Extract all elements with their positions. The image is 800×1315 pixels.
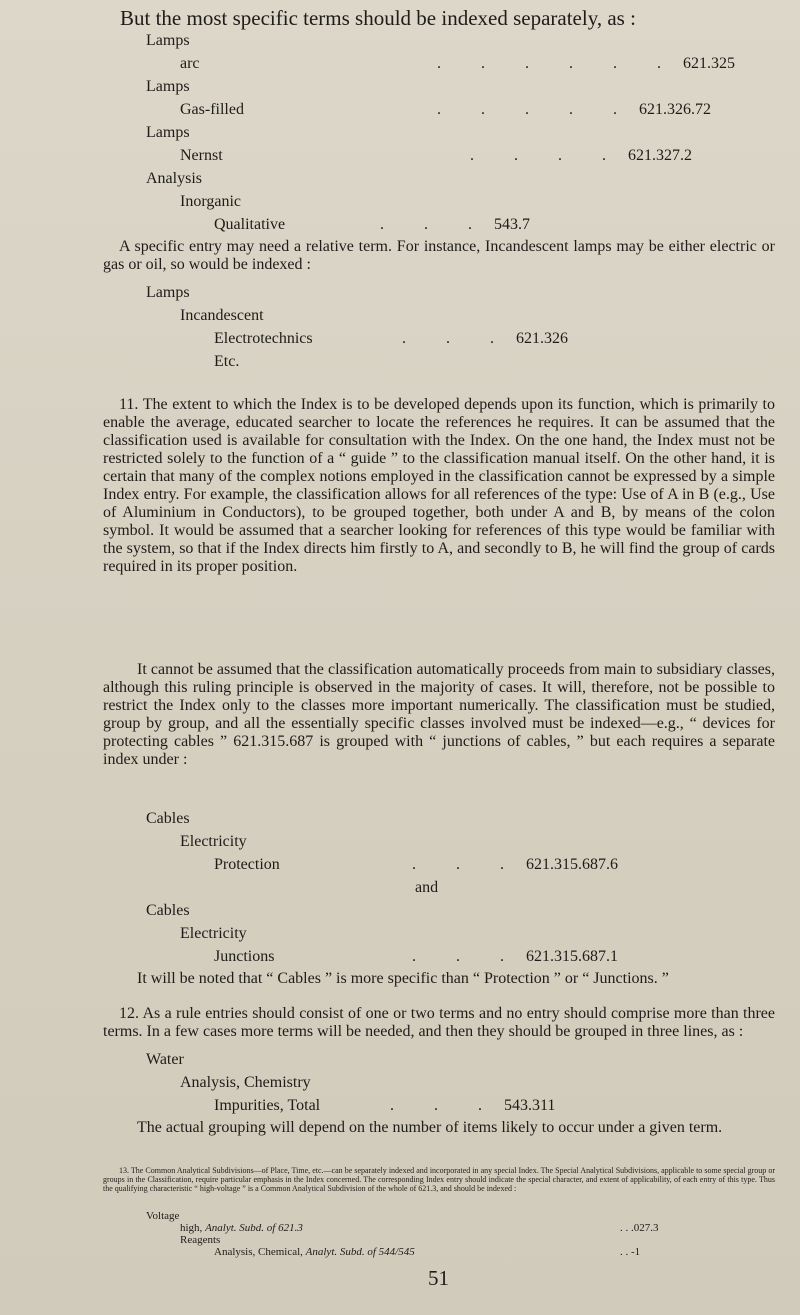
class-number-value: 543.7 — [494, 216, 530, 233]
index-subsubentry: Protection — [214, 856, 280, 873]
dot-leader: . . . . . . — [437, 55, 679, 72]
index-subentry: Analysis, Chemistry — [180, 1074, 311, 1091]
class-number — [470, 147, 692, 165]
intro-line: But the most specific terms should be indexed separately, as : — [120, 6, 636, 30]
class-number: . . .027.3 — [620, 1222, 659, 1234]
index-heading: Cables — [146, 810, 190, 827]
index-term: Voltage — [146, 1210, 180, 1222]
and-word: and — [415, 879, 439, 896]
dot-leader: . . . — [380, 216, 490, 233]
index-heading: Lamps — [146, 32, 190, 49]
index-term: high, — [180, 1222, 206, 1234]
paragraph-relative-term: A specific entry may need a relative term. For instance, Incandescent lamps may be either electric or gas or oil, so would be indexed : — [103, 238, 775, 273]
class-number-value: 543.311 — [504, 1097, 556, 1114]
dot-leader: . . . — [402, 330, 512, 347]
paragraph-12: 12. As a rule entries should consist of one or two terms and no entry should comprise more than three terms. In a few cases more terms will be needed, and then they should be grouped in three lines, as : — [103, 1005, 775, 1040]
index-subentry: Inorganic — [180, 193, 242, 210]
paragraph-11-note: It will be noted that “ Cables ” is more specific than “ Protection ” or “ Junctions. ” — [137, 970, 669, 987]
index-heading: Lamps — [146, 78, 190, 95]
class-number — [437, 101, 711, 119]
class-number — [412, 856, 618, 874]
index-heading: Lamps — [146, 124, 190, 141]
class-number: . . -1 — [620, 1246, 641, 1258]
italic-qualifier: Analyt. Subd. of 544/545 — [305, 1246, 415, 1258]
index-subentry: Electricity — [180, 925, 247, 942]
paragraph-12-note: The actual grouping will depend on the number of items likely to occur under a given term. — [137, 1119, 723, 1136]
index-term: Reagents — [180, 1234, 221, 1246]
paragraph-11-continued: It cannot be assumed that the classification automatically proceeds from main to subsidiary classes, although this ruling principle is observed in the majority of cases. It will, therefore, not be possible to restrict the Index only to the classes more important numerically. The classification must be studied, group by group, and all the essentially specific classes involved must be indexed—e.g., “ devices for protecting cables ” 621.315.687 is grouped with “ junctions of cables, ” but each requires a separate index under : — [103, 661, 775, 768]
paragraph-13: 13. The Common Analytical Subdivisions—of Place, Time, etc.—can be separately indexed and incorporated in any special Index. The Special Analytical Subdivisions, applicable to some special group or groups in the Classification, require particular emphasis in the Index concerned. The corresponding Index entry should indicate the special character, and extent of applicability, of each entry of this type. Thus the qualifying characteristic “ high-voltage ” is a Common Analytical Subdivision of the whole of 621.3, and should be indexed : — [103, 1166, 775, 1193]
page-number: 51 — [428, 1266, 449, 1290]
index-subentry: Electricity — [180, 833, 247, 850]
class-number-value: 621.327.2 — [628, 147, 692, 164]
class-number — [380, 216, 530, 234]
index-heading: Analysis — [146, 170, 202, 187]
index-subsubentry: Electrotechnics — [214, 330, 313, 347]
class-number-value: 621.326.72 — [639, 101, 711, 118]
class-number-value: 621.326 — [516, 330, 568, 347]
dot-leader: . . . . . — [437, 101, 635, 118]
class-number — [412, 948, 618, 966]
class-number-value: 621.325 — [683, 55, 735, 72]
dot-leader: . . . — [412, 948, 522, 965]
italic-qualifier: Analyt. Subd. of 621.3 — [205, 1222, 303, 1234]
index-heading: Water — [146, 1051, 184, 1068]
index-term: Analysis, Chemical, — [214, 1246, 306, 1258]
index-subsubentry: Junctions — [214, 948, 275, 965]
index-heading: Cables — [146, 902, 190, 919]
class-number — [402, 330, 568, 348]
index-entry — [214, 1246, 415, 1258]
paragraph-11: 11. The extent to which the Index is to be developed depends upon its function, which is primarily to enable the average, educated searcher to locate the references he requires. It can be assumed that the classification used is available for consultation with the Index. On the one hand, the Index must not be restricted solely to the function of a “ guide ” to the classification manual itself. On the other hand, it is certain that many of the complex notions employed in the classification cannot be expressed by a simple Index entry. For example, the classification allows for all references of the type: Use of A in B (e.g., Use of Aluminium in Conductors), to be grouped together, both under A and B, by means of the colon symbol. It would be assumed that a searcher looking for references of this type would be familiar with the system, so that if the Index directs him firstly to A, and secondly to B, he will find the group of cards required in its proper position. — [103, 396, 775, 575]
index-subentry: Incandescent — [180, 307, 264, 324]
index-entry — [146, 1210, 179, 1222]
index-subsubentry: Etc. — [214, 353, 240, 370]
index-heading: Lamps — [146, 284, 190, 301]
index-subentry: arc — [180, 55, 200, 72]
index-subentry: Gas-filled — [180, 101, 244, 118]
index-subsubentry: Qualitative — [214, 216, 286, 233]
index-subentry: Nernst — [180, 147, 223, 164]
class-number — [390, 1097, 555, 1115]
index-entry — [180, 1234, 220, 1246]
dot-leader: . . . — [390, 1097, 500, 1114]
index-subsubentry: Impurities, Total — [214, 1097, 321, 1114]
index-entry — [180, 1222, 303, 1234]
class-number — [437, 55, 735, 73]
dot-leader: . . . . — [470, 147, 624, 164]
class-number-value: 621.315.687.1 — [526, 948, 618, 965]
dot-leader: . . . — [412, 856, 522, 873]
class-number-value: 621.315.687.6 — [526, 856, 618, 873]
